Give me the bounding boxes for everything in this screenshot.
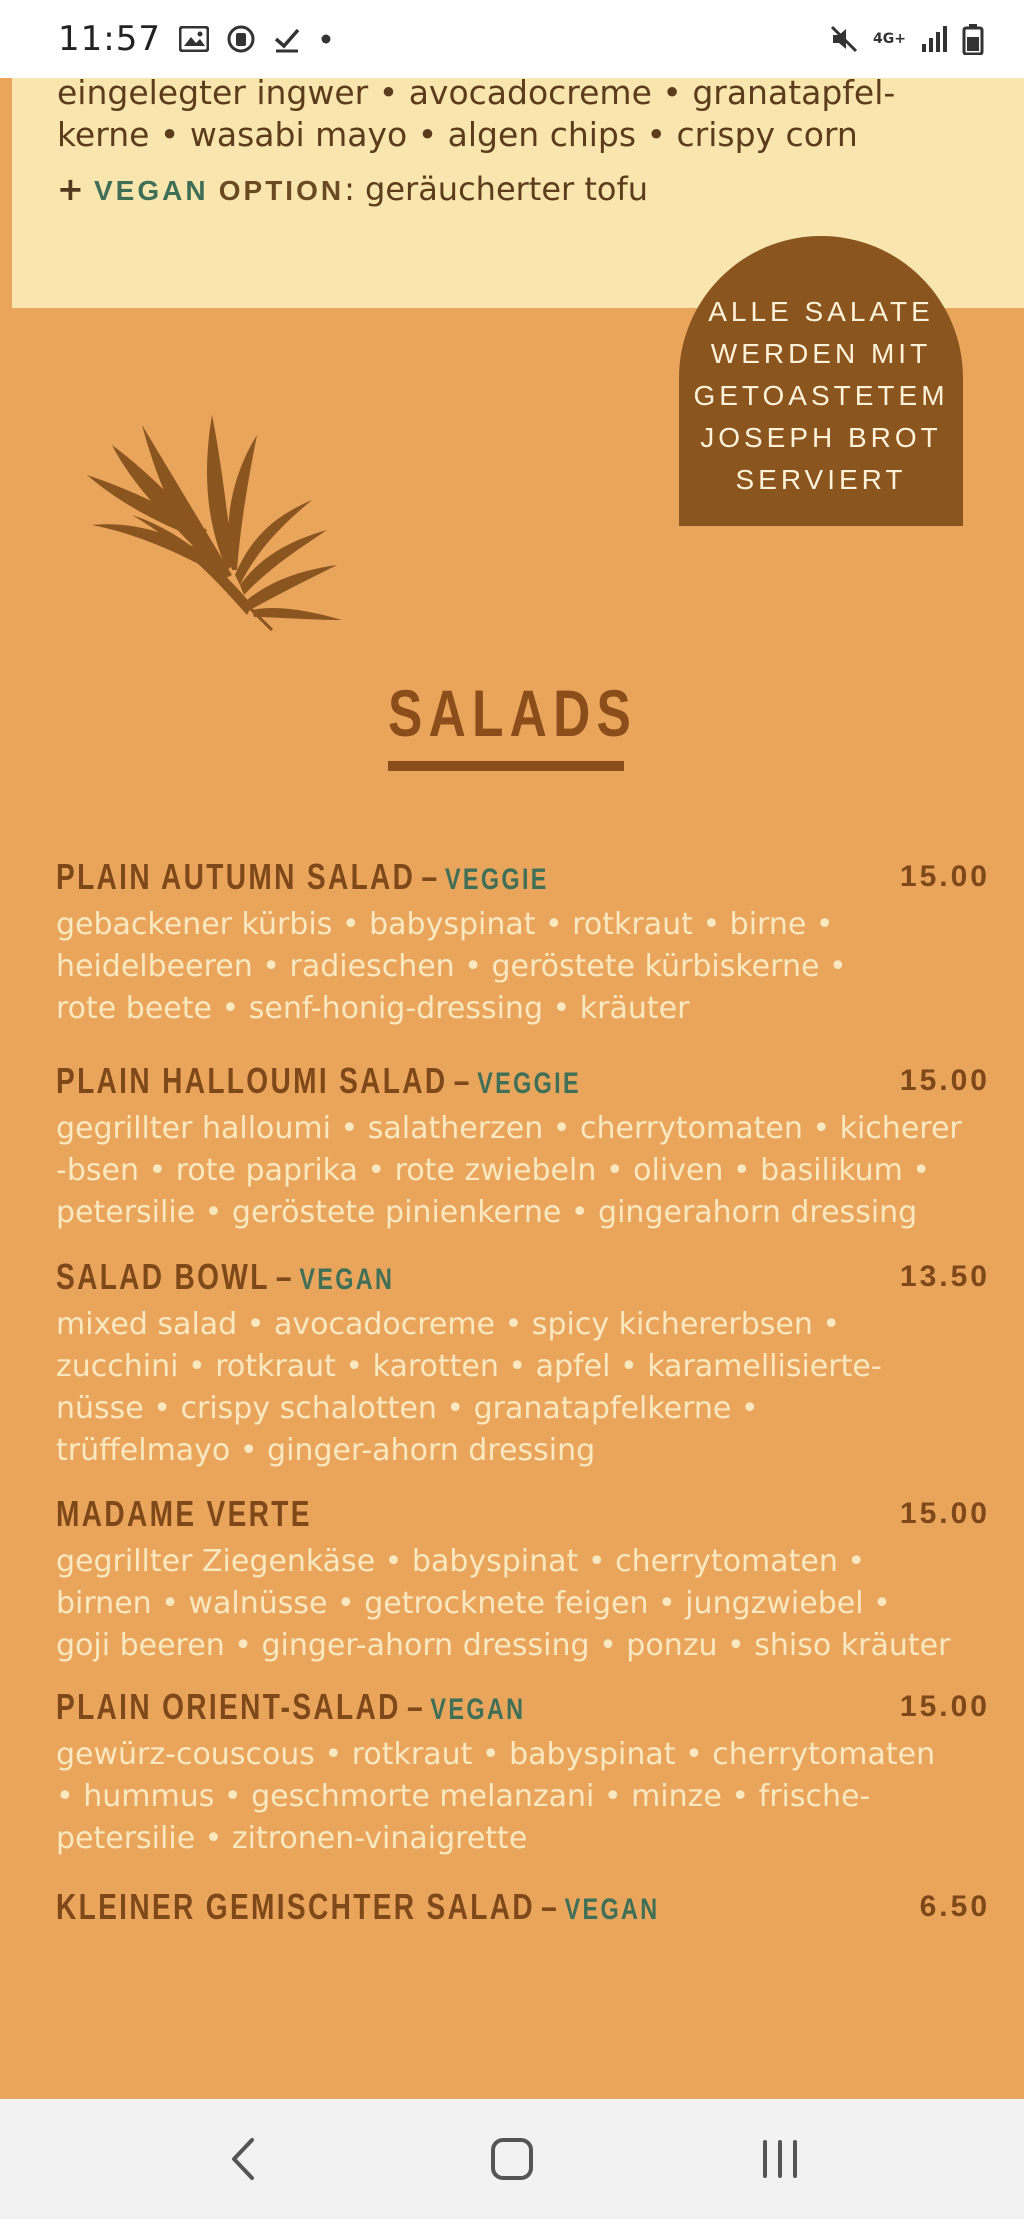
item-name: MADAME VERTE [56, 1493, 312, 1534]
item-header [56, 1256, 1016, 1302]
item-name: KLEINER GEMISCHTER SALAD – VEGAN [56, 1886, 660, 1927]
item-header [56, 1493, 1016, 1539]
vegan-option-text: geräucherter tofu [365, 170, 649, 208]
item-price: 15.00 [899, 1497, 990, 1530]
menu-item[interactable] [56, 1060, 1016, 1234]
menu-item[interactable] [56, 1686, 1016, 1860]
item-price: 15.00 [899, 860, 990, 893]
checkmark-icon [273, 25, 301, 53]
item-header [56, 1060, 1016, 1106]
palm-leaf-icon [72, 405, 352, 635]
status-time: 11:57 [58, 19, 161, 59]
description-line: kerne • wasabi mayo • algen chips • crispy corn [57, 115, 858, 154]
item-header [56, 1686, 1016, 1732]
item-header [56, 856, 1016, 902]
item-tag: VEGAN [299, 1263, 395, 1296]
network-4g-icon: 4G+ [873, 31, 906, 47]
item-tag: VEGGIE [477, 1067, 581, 1100]
item-description: gebackener kürbis • babyspinat • rotkraut • birne • heidelbeeren • radieschen • geröstete kürbiskerne • rote beete • senf-honig-dressing • kräuter [56, 907, 847, 1026]
item-name: PLAIN AUTUMN SALAD – VEGGIE [56, 856, 549, 897]
item-name: PLAIN HALLOUMI SALAD – VEGGIE [56, 1060, 581, 1101]
plus-sign: + [57, 170, 84, 208]
item-tag: VEGAN [430, 1693, 526, 1726]
option-label: OPTION [218, 175, 345, 206]
sim-icon [227, 24, 255, 54]
recents-button[interactable] [740, 2119, 820, 2199]
item-description: gegrillter Ziegenkäse • babyspinat • cherrytomaten • birnen • walnüsse • getrocknete feigen • jungzwiebel • goji beeren • ginger-ahorn dressing • ponzu • shiso kräuter [56, 1544, 951, 1663]
home-button[interactable] [472, 2119, 552, 2199]
vegan-option-line [57, 170, 1017, 208]
vegan-label: VEGAN [93, 175, 209, 206]
bread-info-badge [679, 236, 963, 526]
recents-icon [755, 2134, 805, 2184]
back-icon [224, 2134, 264, 2184]
status-icons-right [829, 23, 984, 55]
menu-item[interactable] [56, 1886, 1016, 1932]
item-description: gegrillter halloumi • salatherzen • cherrytomaten • kicherer -bsen • rote paprika • rote zwiebeln • oliven • basilikum • petersilie • geröstete pinienkerne • gingerahorn dressing [56, 1111, 962, 1230]
section-title-underline [388, 761, 624, 771]
description-line: eingelegter ingwer • avocadocreme • granatapfel- [57, 73, 896, 112]
previous-item-description [57, 73, 1017, 208]
home-icon [487, 2134, 537, 2184]
item-name: SALAD BOWL – VEGAN [56, 1256, 395, 1297]
colon: : [344, 170, 355, 208]
back-button[interactable] [204, 2119, 284, 2199]
item-price: 13.50 [899, 1260, 990, 1293]
mute-icon [829, 24, 859, 54]
badge-text: ALLE SALATE WERDEN MIT GETOASTETEM JOSEPH BROT SERVIERT [693, 296, 949, 495]
menu-item[interactable] [56, 1493, 1016, 1667]
dot-icon [319, 32, 333, 46]
status-icons-left [179, 24, 333, 54]
image-icon [179, 26, 209, 52]
system-navigation-bar [0, 2099, 1024, 2219]
menu-item[interactable] [56, 856, 1016, 1030]
item-tag: VEGAN [564, 1893, 660, 1926]
item-name: PLAIN ORIENT-SALAD – VEGAN [56, 1686, 526, 1727]
menu-item[interactable] [56, 1256, 1016, 1472]
signal-icon [920, 24, 948, 54]
item-price: 6.50 [919, 1890, 990, 1923]
item-description: mixed salad • avocadocreme • spicy kichererbsen • zucchini • rotkraut • karotten • apfel • karamellisierte- nüsse • crispy schalotten • granatapfelkerne • trüffelmayo • ginger-ahorn dressing [56, 1307, 882, 1468]
item-price: 15.00 [899, 1064, 990, 1097]
section-title: SALADS [388, 676, 638, 750]
item-description: gewürz-couscous • rotkraut • babyspinat • cherrytomaten • hummus • geschmorte melanzani • minze • frische- petersilie • zitronen-vinaigrette [56, 1737, 936, 1856]
item-tag: VEGGIE [444, 863, 549, 896]
item-header [56, 1886, 1016, 1932]
battery-icon [962, 23, 984, 55]
item-price: 15.00 [899, 1690, 990, 1723]
status-bar [0, 0, 1024, 78]
